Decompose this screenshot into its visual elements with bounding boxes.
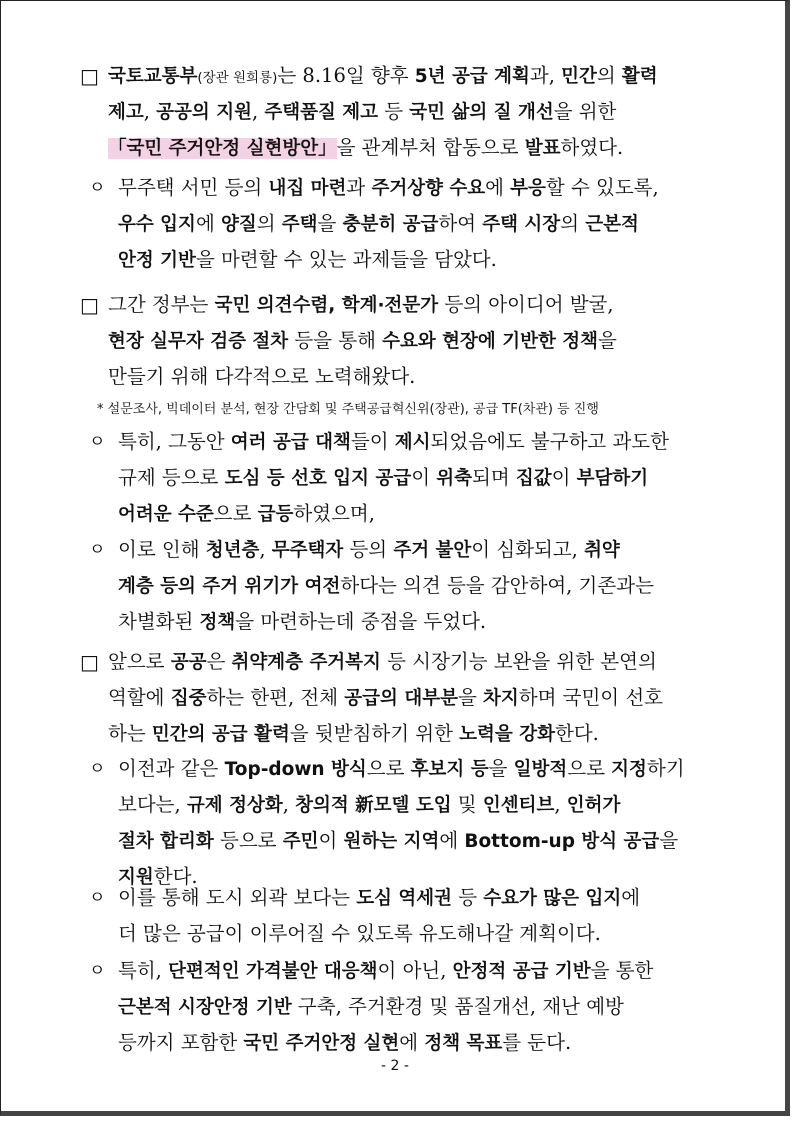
text-line: 하는 민간의 공급 활력을 뒷받침하기 위한 노력을 강화한다. bbox=[108, 722, 599, 745]
section-3-sub-a bbox=[118, 751, 714, 895]
text-line: 절차 합리화 등으로 주민이 원하는 지역에 Bottom-up 방식 공급을 bbox=[118, 829, 679, 852]
footnote: * 설문조사, 빅데이터 분석, 현장 간담회 및 주택공급혁신위(장관), 공급 TF(차관) 등 진행 bbox=[97, 402, 599, 417]
section-2-paragraph bbox=[108, 287, 714, 395]
square-bullet-icon: □ bbox=[80, 64, 99, 88]
asterisk-icon: * bbox=[97, 402, 104, 417]
text-line: 이로 인해 청년층, 무주택자 등의 주거 불안이 심화되고, 취약 bbox=[118, 538, 620, 561]
section-1-sub-a bbox=[118, 170, 714, 278]
circle-bullet-icon: ㅇ bbox=[89, 432, 106, 452]
text-line: 특히, 그동안 여러 공급 대책들이 제시되었음에도 불구하고 과도한 bbox=[118, 430, 669, 453]
circle-bullet-icon: ㅇ bbox=[89, 540, 106, 560]
text-line: 보다는, 규제 정상화, 창의적 新모델 도입 및 인센티브, 인허가 bbox=[118, 793, 621, 816]
square-bullet-icon: □ bbox=[80, 650, 99, 674]
text-line: 만들기 위해 다각적으로 노력해왔다. bbox=[108, 365, 416, 388]
circle-bullet-icon: ㅇ bbox=[89, 178, 106, 198]
text-line: 안정 기반을 마련할 수 있는 과제들을 담았다. bbox=[118, 248, 497, 271]
text-line: 계층 등의 주거 위기가 여전하다는 의견 등을 감안하여, 기존과는 bbox=[118, 574, 654, 597]
section-2-sub-b bbox=[118, 532, 714, 640]
text-line: 이전과 같은 Top-down 방식으로 후보지 등을 일방적으로 지정하기 bbox=[118, 757, 685, 780]
text-line: 앞으로 공공은 취약계층 주거복지 등 시장기능 보완을 위한 본연의 bbox=[108, 650, 657, 673]
text-line: 현장 실무자 검증 절차 등을 통해 수요와 현장에 기반한 정책을 bbox=[108, 329, 617, 352]
page-number: - 2 - bbox=[381, 1058, 409, 1074]
text-line: 등까지 포함한 국민 주거안정 실현에 정책 목표를 둔다. bbox=[118, 1031, 572, 1054]
text-line: 규제 등으로 도심 등 선호 입지 공급이 위축되며 집값이 부담하기 bbox=[118, 466, 649, 489]
section-3-sub-b bbox=[118, 880, 714, 952]
text-line: 더 많은 공급이 이루어질 수 있도록 유도해나갈 계획이다. bbox=[118, 922, 601, 945]
text-line: 어려운 수준으로 급등하였으며, bbox=[118, 502, 375, 525]
text-line: 차별화된 정책을 마련하는데 중점을 두었다. bbox=[118, 610, 487, 633]
square-bullet-icon: □ bbox=[80, 293, 99, 317]
text-line: 제고, 공공의 지원, 주택품질 제고 등 국민 삶의 질 개선을 위한 bbox=[108, 100, 617, 123]
text-line: 국토교통부(장관 원희룡)는 8.16일 향후 5년 공급 계획과, 민간의 활력 bbox=[108, 64, 658, 87]
text-line: 근본적 시장안정 기반 구축, 주거환경 및 품질개선, 재난 예방 bbox=[118, 995, 624, 1018]
section-3-paragraph bbox=[108, 644, 714, 752]
text-line: 그간 정부는 국민 의견수렴, 학계·전문가 등의 아이디어 발굴, bbox=[108, 293, 614, 316]
text-line: 역할에 집중하는 한편, 전체 공급의 대부분을 차지하며 국민이 선호 bbox=[108, 686, 664, 709]
highlighted-title: 「국민 주거안정 실현방안」 bbox=[108, 138, 337, 159]
text-line: 이를 통해 도시 외곽 보다는 도심 역세권 등 수요가 많은 입지에 bbox=[118, 886, 641, 909]
text-line: 우수 입지에 양질의 주택을 충분히 공급하여 주택 시장의 근본적 bbox=[118, 212, 639, 235]
text-line: 무주택 서민 등의 내집 마련과 주거상향 수요에 부응할 수 있도록, bbox=[118, 176, 659, 199]
circle-bullet-icon: ㅇ bbox=[89, 888, 106, 908]
text-line: 「국민 주거안정 실현방안」을 관계부처 합동으로 발표하였다. bbox=[108, 136, 624, 159]
section-2-sub-a bbox=[118, 424, 714, 532]
section-3-sub-c bbox=[118, 953, 714, 1061]
text-line: 특히, 단편적인 가격불안 대응책이 아닌, 안정적 공급 기반을 통한 bbox=[118, 959, 654, 982]
text-line: 지원한다. bbox=[118, 865, 198, 888]
circle-bullet-icon: ㅇ bbox=[89, 759, 106, 779]
section-1-paragraph bbox=[108, 58, 714, 166]
circle-bullet-icon: ㅇ bbox=[89, 961, 106, 981]
